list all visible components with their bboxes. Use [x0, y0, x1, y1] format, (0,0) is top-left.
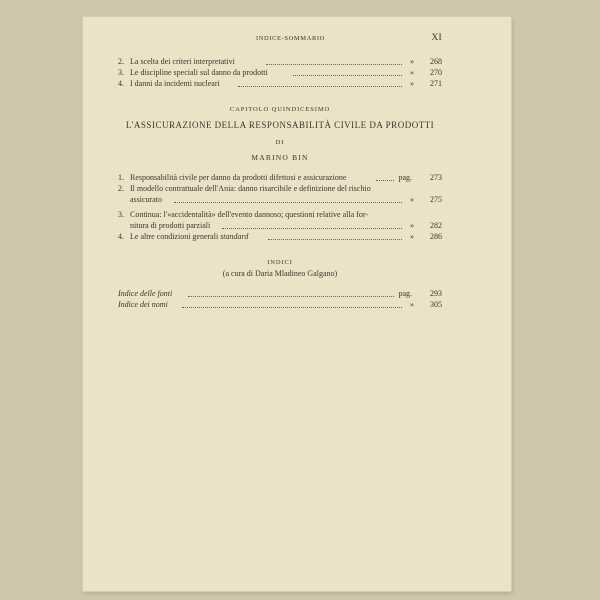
toc-entry-title-italic: standard	[220, 232, 249, 241]
page-prefix: »	[410, 221, 414, 230]
toc-entry-page: 271	[430, 79, 442, 88]
chapter-author: MARINO BIN	[251, 153, 309, 162]
running-head	[118, 33, 442, 45]
index-entry	[118, 300, 442, 310]
toc-entry-title-cont: assicurato	[130, 195, 162, 204]
indices-heading: INDICI	[267, 259, 293, 266]
dot-leader	[293, 75, 402, 76]
toc-entry	[118, 68, 442, 78]
toc-entry-number: 3.	[118, 210, 124, 219]
toc-entry-title: Le discipline speciali sul danno da prodotti	[130, 68, 268, 77]
chapter-title: L'ASSICURAZIONE DELLA RESPONSABILITÀ CIVILE DA PRODOTTI	[125, 120, 435, 130]
page-prefix: pag.	[398, 173, 412, 182]
chapter-di: DI	[275, 139, 285, 146]
toc-entry-number: 3.	[118, 68, 124, 77]
dot-leader	[266, 64, 402, 65]
page-prefix: »	[410, 232, 414, 241]
toc-entry	[118, 184, 442, 194]
page-prefix: »	[410, 79, 414, 88]
page-prefix: »	[410, 300, 414, 309]
toc-entry	[118, 173, 442, 183]
dot-leader	[268, 239, 402, 240]
page-prefix: »	[410, 68, 414, 77]
toc-entry-continuation	[118, 221, 442, 231]
toc-entry-page: 275	[430, 195, 442, 204]
index-entry	[118, 289, 442, 299]
indices-editor: (a cura di Daria Mladineo Galgano)	[222, 269, 338, 278]
toc-entry-page: 273	[430, 173, 442, 182]
toc-entry-title: La scelta dei criteri interpretativi	[130, 57, 235, 66]
toc-entry-title: Il modello contrattuale dell'Ania: danno risarcibile e definizione del rischio	[130, 184, 371, 193]
dot-leader	[238, 86, 402, 87]
toc-entry-page: 286	[430, 232, 442, 241]
toc-entry-title: Responsabilità civile per danno da prodotti difettosi e assicurazione	[130, 173, 347, 182]
toc-entry-page: 268	[430, 57, 442, 66]
page-prefix: »	[410, 195, 414, 204]
toc-entry-number: 2.	[118, 57, 124, 66]
toc-entry	[118, 232, 442, 242]
index-entry-page: 293	[430, 289, 442, 298]
dot-leader	[174, 202, 402, 203]
dot-leader	[222, 228, 402, 229]
toc-entry-title-cont: nitura di prodotti parziali	[130, 221, 211, 230]
toc-entry-page: 270	[430, 68, 442, 77]
toc-entry-continuation	[118, 195, 442, 205]
index-entry-title: Indice dei nomi	[118, 300, 168, 309]
toc-entry	[118, 210, 442, 220]
toc-entry-number: 2.	[118, 184, 124, 193]
toc-entry-title: Le altre condizioni generali	[130, 232, 219, 241]
toc-entry-title: Continua: l'«accidentalità» dell'evento dannoso; questioni relative alla for-	[130, 210, 368, 219]
toc-entry	[118, 57, 442, 67]
toc-entry-number: 4.	[118, 232, 124, 241]
toc-entry	[118, 79, 442, 89]
page-prefix: pag.	[398, 289, 412, 298]
dot-leader	[188, 296, 394, 297]
toc-entry-title: I danni da incidenti nucleari	[130, 79, 220, 88]
dot-leader	[376, 180, 394, 181]
index-entry-title: Indice delle fonti	[118, 289, 173, 298]
toc-entry-number: 4.	[118, 79, 124, 88]
chapter-label: CAPITOLO QUINDICESIMO	[229, 106, 331, 113]
toc-entry-number: 1.	[118, 173, 124, 182]
running-head-title: INDICE-SOMMARIO	[256, 35, 325, 42]
page-number: XI	[431, 33, 442, 43]
dot-leader	[182, 307, 402, 308]
page-prefix: »	[410, 57, 414, 66]
index-entry-page: 305	[430, 300, 442, 309]
toc-entry-page: 282	[430, 221, 442, 230]
